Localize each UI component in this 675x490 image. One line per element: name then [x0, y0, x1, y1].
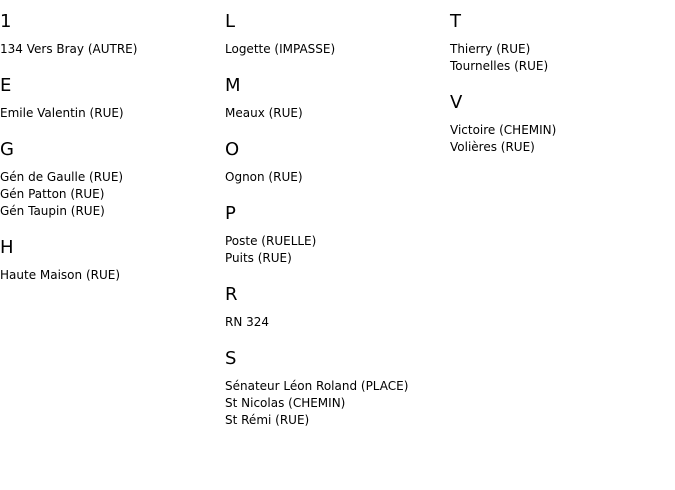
- index-column-2: [225, 0, 450, 429]
- index-column-3: [450, 0, 675, 156]
- letter-group-r: [225, 284, 450, 331]
- letter-heading: T: [450, 11, 461, 32]
- street-link[interactable]: Volières (RUE): [450, 140, 535, 154]
- letter-group-l: [225, 11, 450, 58]
- street-link[interactable]: Sénateur Léon Roland (PLACE): [225, 379, 409, 393]
- letter-heading: 1: [0, 11, 12, 32]
- letter-heading: M: [225, 75, 241, 96]
- street-link[interactable]: Haute Maison (RUE): [0, 268, 121, 282]
- street-link[interactable]: Puits (RUE): [225, 251, 292, 265]
- letter-group-s: [225, 348, 450, 429]
- street-link[interactable]: Poste (RUELLE): [225, 234, 317, 248]
- street-link[interactable]: Emile Valentin (RUE): [0, 106, 124, 120]
- letter-group-p: [225, 203, 450, 267]
- street-link[interactable]: Gén Taupin (RUE): [0, 204, 105, 218]
- letter-group-1: [0, 11, 225, 58]
- street-link[interactable]: RN 324: [225, 315, 270, 329]
- street-link[interactable]: St Nicolas (CHEMIN): [225, 396, 346, 410]
- letter-heading: P: [225, 203, 236, 224]
- letter-group-h: [0, 237, 225, 284]
- street-link[interactable]: St Rémi (RUE): [225, 413, 310, 427]
- street-link[interactable]: Meaux (RUE): [225, 106, 303, 120]
- letter-heading: E: [0, 75, 12, 96]
- street-link[interactable]: Gén de Gaulle (RUE): [0, 170, 124, 184]
- letter-heading: R: [225, 284, 238, 305]
- letter-group-v: [450, 92, 675, 156]
- index-column-1: [0, 0, 225, 284]
- letter-group-g: [0, 139, 225, 220]
- letter-heading: H: [0, 237, 14, 258]
- street-link[interactable]: Tournelles (RUE): [450, 59, 549, 73]
- letter-heading: S: [225, 348, 237, 369]
- letter-heading: L: [225, 11, 236, 32]
- letter-group-t: [450, 11, 675, 75]
- letter-heading: V: [450, 92, 463, 113]
- letter-heading: O: [225, 139, 240, 160]
- letter-heading: G: [0, 139, 14, 160]
- street-link[interactable]: Thierry (RUE): [450, 42, 531, 56]
- letter-group-o: [225, 139, 450, 186]
- letter-group-e: [0, 75, 225, 122]
- street-link[interactable]: Ognon (RUE): [225, 170, 303, 184]
- letter-group-m: [225, 75, 450, 122]
- street-link[interactable]: 134 Vers Bray (AUTRE): [0, 42, 138, 56]
- street-link[interactable]: Logette (IMPASSE): [225, 42, 336, 56]
- street-link[interactable]: Gén Patton (RUE): [0, 187, 105, 201]
- street-link[interactable]: Victoire (CHEMIN): [450, 123, 557, 137]
